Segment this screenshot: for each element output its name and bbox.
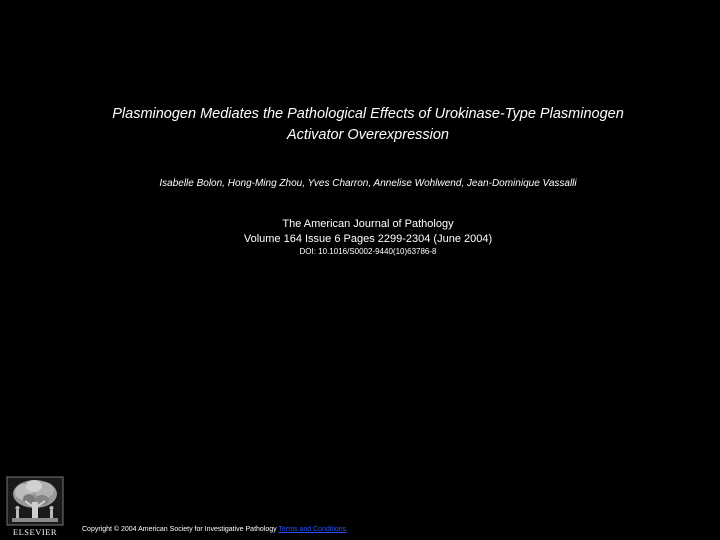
title-line-2: Activator Overexpression <box>287 127 449 143</box>
journal-name: The American Journal of Pathology <box>282 218 454 230</box>
copyright-line <box>82 525 346 535</box>
author-list: Isabelle Bolon, Hong-Ming Zhou, Yves Charron, Annelise Wohlwend, Jean-Dominique Vassalli <box>159 178 577 189</box>
elsevier-logo <box>6 476 64 538</box>
terms-and-conditions-link[interactable]: Terms and Conditions <box>278 526 347 533</box>
journal-info <box>40 217 696 247</box>
doi: DOI: 10.1016/S0002-9440(10)63786-8 <box>299 247 437 256</box>
elsevier-tree-icon <box>6 476 64 526</box>
title-line-1: Plasminogen Mediates the Pathological Effects of Urokinase-Type Plasminogen <box>112 106 624 122</box>
elsevier-wordmark: ELSEVIER <box>12 527 58 537</box>
volume-info: Volume 164 Issue 6 Pages 2299-2304 (June 2004) <box>243 233 493 245</box>
copyright-text: Copyright © 2004 American Society for Investigative Pathology <box>82 526 277 533</box>
article-title <box>40 104 696 146</box>
